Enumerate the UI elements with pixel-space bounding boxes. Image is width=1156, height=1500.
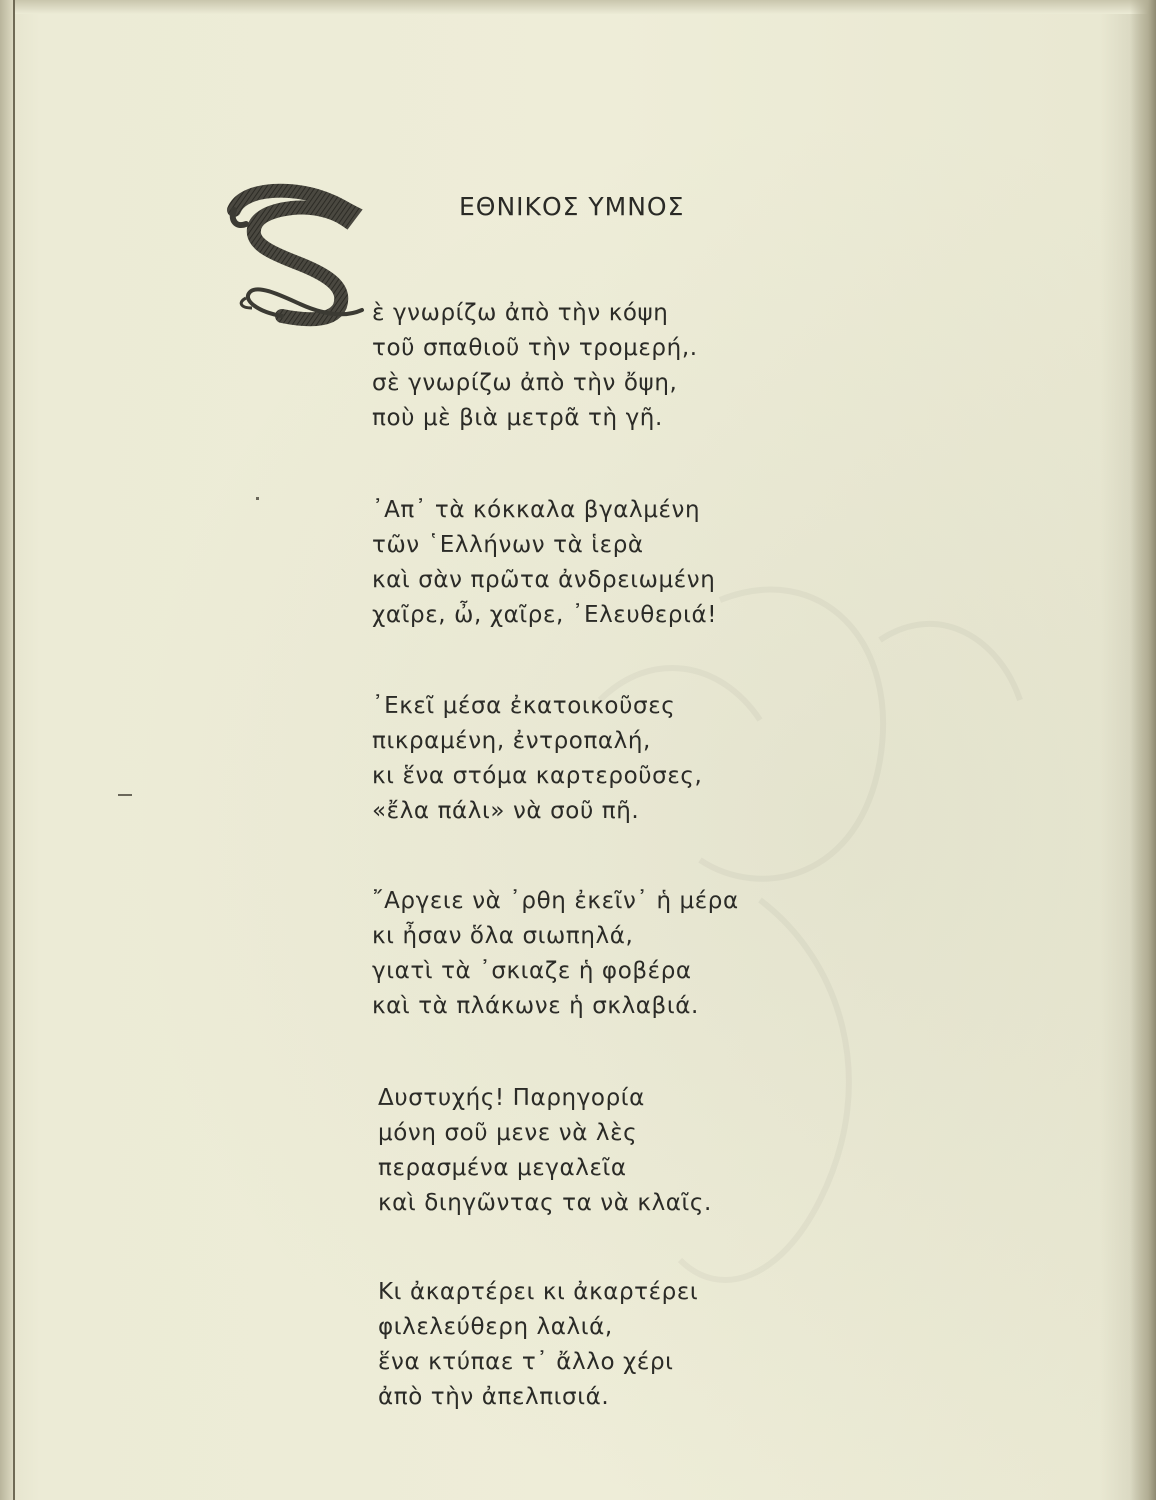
poem-line: ἕνα κτύπαε τ᾿ ἄλλο χέρι — [378, 1349, 674, 1375]
stanza-1 — [372, 296, 698, 436]
poem-line: σὲ γνωρίζω ἀπὸ τὴν ὄψη, — [372, 370, 678, 396]
poem-line: καὶ τὰ πλάκωνε ἡ σκλαβιά. — [372, 993, 699, 1019]
stanza-5 — [378, 1081, 712, 1221]
poem-line: καὶ διηγῶντας τα νὰ κλαῖς. — [378, 1190, 712, 1216]
poem-line: ὲ γνωρίζω ἀπὸ τὴν κόψη — [372, 300, 669, 326]
poem-line: καὶ σὰν πρῶτα ἀνδρειωμένη — [372, 567, 716, 593]
poem-line: ᾿Εκεῖ μέσα ἐκατοικοῦσες — [372, 693, 676, 719]
poem-line: «ἔλα πάλι» νὰ σοῦ πῆ. — [372, 798, 640, 824]
poem-line: πικραμένη, ἐντροπαλή, — [372, 728, 651, 754]
poem-line: ᾿Απ᾿ τὰ κόκκαλα βγαλμένη — [372, 497, 701, 523]
stanza-3 — [372, 689, 702, 829]
poem-line: περασμένα μεγαλεῖα — [378, 1155, 627, 1181]
poem-line: τοῦ σπαθιοῦ τὴν τρομερή,. — [372, 335, 698, 361]
poem-line: ποὺ μὲ βιὰ μετρᾶ τὴ γῆ. — [372, 405, 663, 431]
poem-line: Δυστυχής! Παρηγορία — [378, 1085, 645, 1111]
stanza-4 — [372, 884, 739, 1024]
poem-line: ἀπὸ τὴν ἀπελπισιά. — [378, 1384, 610, 1410]
drop-cap-sigma-ornament — [222, 180, 372, 330]
poem-line: χαῖρε, ὦ, χαῖρε, ᾿Ελευθεριά! — [372, 602, 718, 628]
poem-line: κι ἦσαν ὅλα σιωπηλά, — [372, 923, 634, 949]
poem-line: μόνη σοῦ μενε νὰ λὲς — [378, 1120, 638, 1146]
stray-dot — [256, 497, 259, 500]
poem-title: ΕΘΝΙΚΟΣ ΥΜΝΟΣ — [459, 192, 685, 221]
poem-line: ῎Αργειε νὰ ᾿ρθη ἐκεῖν᾿ ἡ μέρα — [372, 888, 739, 914]
poem-line: γιατὶ τὰ ᾿σκιαζε ἡ φοβέρα — [372, 958, 692, 984]
stray-dash — [118, 794, 132, 796]
poem-line: Κι ἀκαρτέρει κι ἀκαρτέρει — [378, 1279, 699, 1305]
poem-line: κι ἕνα στόμα καρτεροῦσες, — [372, 763, 703, 789]
stanza-2 — [372, 493, 717, 633]
stanza-6 — [378, 1275, 698, 1415]
poem-line: τῶν ῾Ελλήνων τὰ ἱερὰ — [372, 532, 644, 558]
poem-line: φιλελεύθερη λαλιά, — [378, 1314, 613, 1340]
